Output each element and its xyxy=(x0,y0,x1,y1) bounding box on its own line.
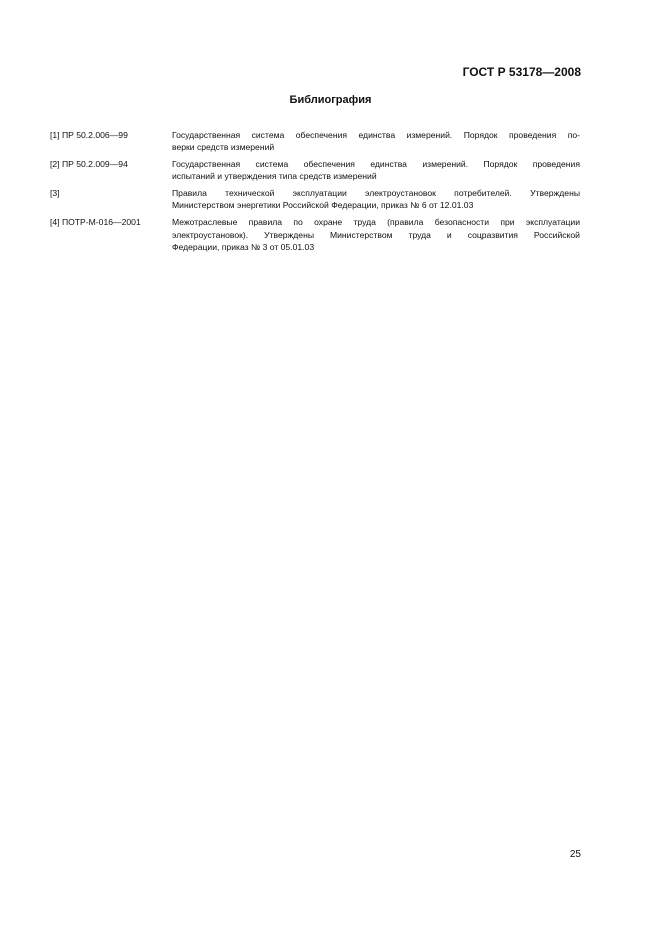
entry-text-line: Федерации, приказ № 3 от 05.01.03 xyxy=(172,241,315,252)
page-number: 25 xyxy=(569,849,581,860)
bibliography-entry xyxy=(50,216,580,253)
document-code-header: ГОСТ Р 53178—2008 xyxy=(462,65,581,79)
entry-text-line: электроустановок). Утверждены Министерством труда и соцразвития Российской xyxy=(172,229,580,240)
entry-reference: [4] ПОТР-М-016—2001 xyxy=(50,217,141,228)
entry-text-line: Межотраслевые правила по охране труда (правила безопасности при эксплуатации xyxy=(172,217,580,228)
entry-text-line: Государственная система обеспечения единства измерений. Порядок проведения xyxy=(172,159,580,170)
entry-text xyxy=(172,129,580,154)
bibliography-list xyxy=(50,129,580,258)
entry-reference: [2] ПР 50.2.009—94 xyxy=(50,159,128,170)
section-title: Библиография xyxy=(289,94,372,106)
entry-text xyxy=(172,187,580,212)
entry-reference: [3] xyxy=(50,188,60,199)
bibliography-entry xyxy=(50,158,580,183)
entry-text-line: Министерством энергетики Российской Федерации, приказ № 6 от 12.01.03 xyxy=(172,200,474,211)
bibliography-entry xyxy=(50,187,580,212)
bibliography-entry xyxy=(50,129,580,154)
entry-text xyxy=(172,158,580,183)
entry-reference: [1] ПР 50.2.006—99 xyxy=(50,130,128,140)
entry-text-line: испытаний и утверждения типа средств измерений xyxy=(172,171,377,182)
entry-text-line: верки средств измерений xyxy=(172,142,275,153)
entry-text-line: Правила технической эксплуатации электроустановок потребителей. Утверждены xyxy=(172,188,580,199)
entry-text-line: Государственная система обеспечения единства измерений. Порядок проведения по- xyxy=(172,130,580,140)
entry-text xyxy=(172,216,580,253)
